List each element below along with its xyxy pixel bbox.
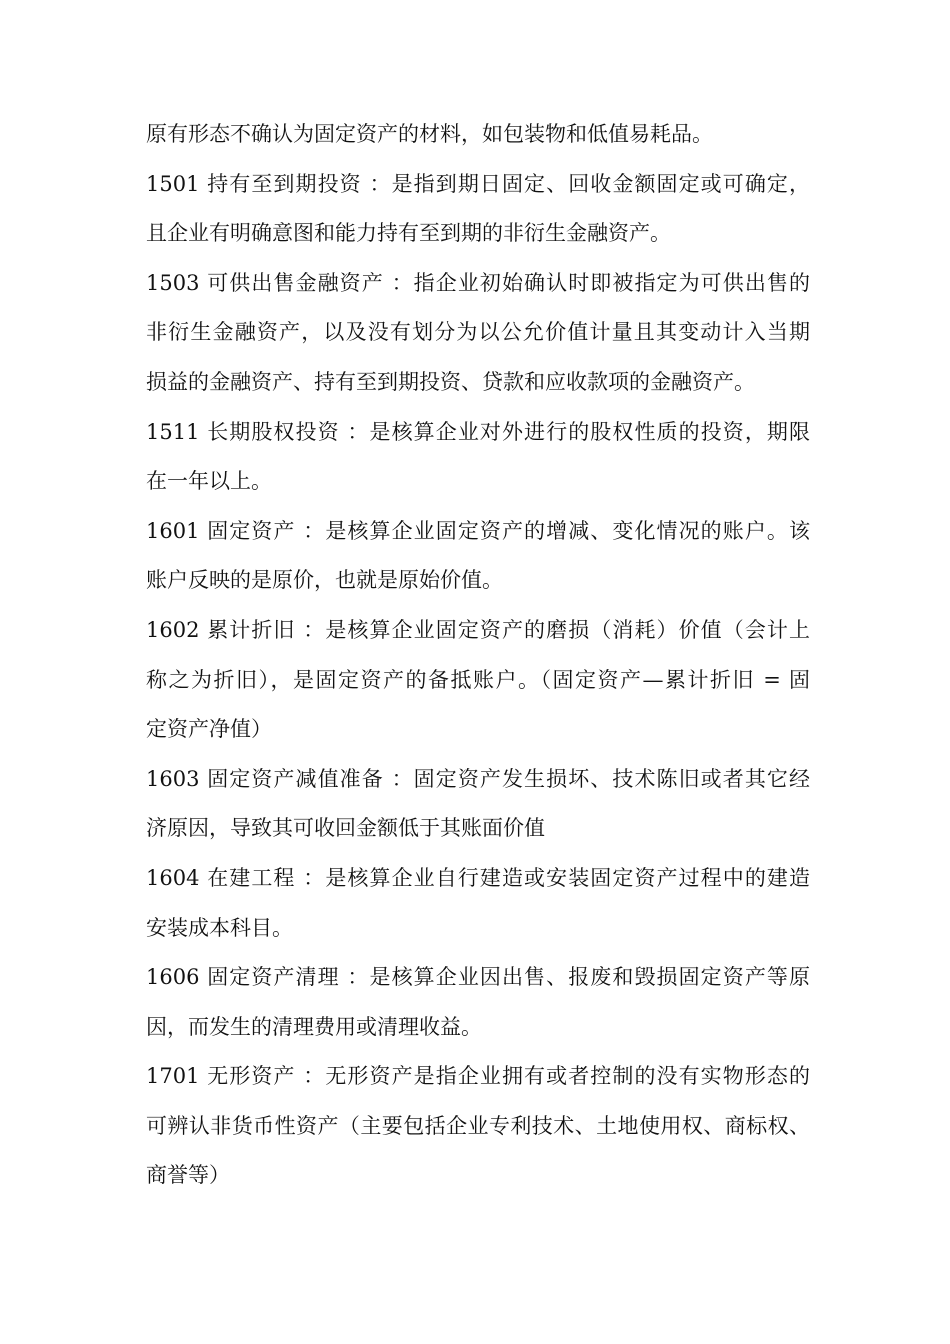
text-line: 1701 无形资产 ：无形资产是指企业拥有或者控制的没有实物形态的 <box>146 1064 810 1089</box>
text-line: 安装成本科目。 <box>146 915 293 940</box>
text-line: 称之为折旧），是固定资产的备抵账户。（固定资产—累计折旧 = 固 <box>146 667 810 692</box>
text-line: 非衍生金融资产，以及没有划分为以公允价值计量且其变动计入当期 <box>146 320 810 345</box>
text-line: 商誉等） <box>146 1163 230 1188</box>
text-line: 在一年以上。 <box>146 469 272 494</box>
text-line: 原有形态不确认为固定资产的材料，如包装物和低值易耗品。 <box>146 122 713 146</box>
text-line: 定资产净值） <box>146 717 272 742</box>
text-line: 因，而发生的清理费用或清理收益。 <box>146 1014 482 1039</box>
text-line: 1511 长期股权投资 ：是核算企业对外进行的股权性质的投资，期限 <box>146 419 810 444</box>
text-line: 1603 固定资产减值准备 ：固定资产发生损坏、技术陈旧或者其它经 <box>146 766 810 791</box>
text-line: 1604 在建工程 ：是核算企业自行建造或安装固定资产过程中的建造 <box>146 865 810 890</box>
text-line: 1606 固定资产清理 ：是核算企业因出售、报废和毁损固定资产等原 <box>146 965 810 990</box>
text-line: 1503 可供出售金融资产 ：指企业初始确认时即被指定为可供出售的 <box>146 270 810 295</box>
text-line: 账户反映的是原价，也就是原始价值。 <box>146 568 503 593</box>
document-body <box>146 113 810 1204</box>
text-line: 1501 持有至到期投资 ：是指到期日固定、回收金额固定或可确定， <box>146 171 810 196</box>
text-line: 可辨认非货币性资产（主要包括企业专利技术、土地使用权、商标权、 <box>146 1113 810 1138</box>
text-line: 损益的金融资产、持有至到期投资、贷款和应收款项的金融资产。 <box>146 369 755 394</box>
text-line: 济原因，导致其可收回金额低于其账面价值 <box>146 816 545 841</box>
text-line: 且企业有明确意图和能力持有至到期的非衍生金融资产。 <box>146 221 671 246</box>
text-line: 1602 累计折旧 ：是核算企业固定资产的磨损（消耗）价值（会计上 <box>146 617 810 642</box>
text-line: 1601 固定资产 ：是核算企业固定资产的增减、变化情况的账户。该 <box>146 518 810 543</box>
